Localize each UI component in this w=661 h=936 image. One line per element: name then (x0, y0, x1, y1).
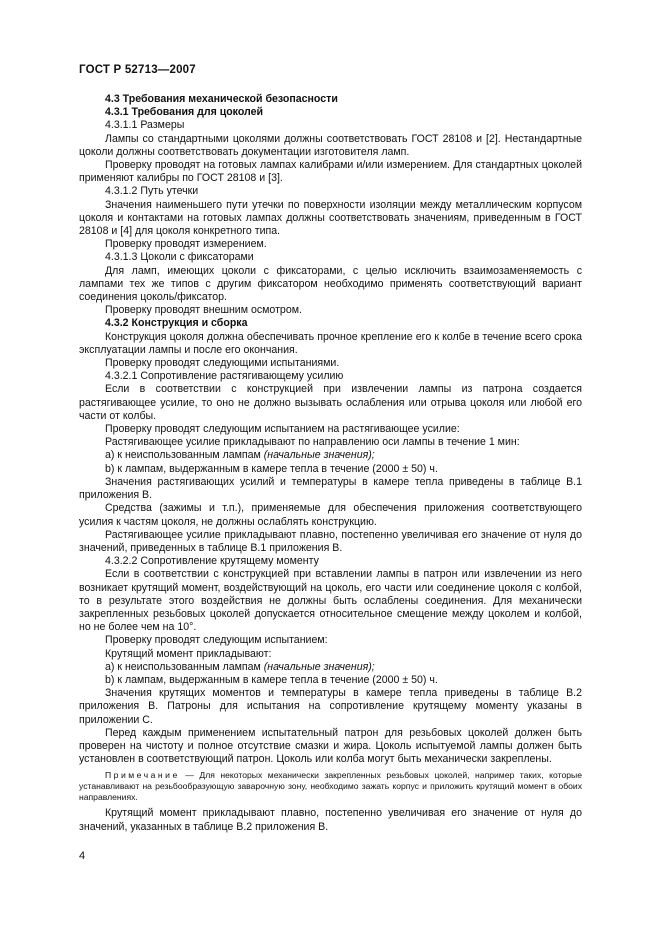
section-heading: 4.3.1.3 Цоколи с фиксаторами (105, 251, 254, 264)
paragraph: Средства (зажимы и т.п.), применяемые для обеспечения приложения соответствующего усилия к частям цоколя, не должны ослаблять конструкцию. (79, 502, 582, 528)
paragraph-italic: (начальные значения); (263, 660, 375, 673)
paragraph: Перед каждым применением испытательный патрон для резьбовых цоколей должен быть проверен на чистоту и полное отсутствие смазки и жира. Цоколь испытуемой лампы должен быть установлен в соответствующий патрон. Цоколь или колба могут быть механически закреплены. (79, 726, 582, 766)
paragraph-text: a) к неиспользованным лампам (105, 449, 264, 462)
note-text: — Для некоторых механически закрепленных резьбовых цоколей, например таких, которые устанавливают на резьбообразующую заварочную зону, необходимо зажать корпус и приложить крутящий момент в обоих направлениях. (79, 770, 582, 803)
paragraph: Значения растягивающих усилий и температуры в камере тепла приведены в таблице В.1 приложения В. (79, 475, 582, 502)
section-heading: 4.3.2 Конструкция и сборка (105, 317, 248, 330)
paragraph: Растягивающее усилие прикладывают плавно, постепенно увеличивая его значение от нуля до значений, приведенных в таблице В.1 приложения В. (79, 528, 582, 554)
paragraph: Если в соответствии с конструкцией при вставлении лампы в патрон или извлечении из него возникает крутящий момент, воздействующий на цоколь, его части или соединение цоколя с колбой, то в результате этого воздействия не должны быть ослаблены соединения. Для механически закрепленных резьбовых цоколей допускается относительное смещение между цоколем и колбой, но не более чем на 10°. (79, 568, 582, 634)
paragraph: Конструкция цоколя должна обеспечивать прочное крепление его к колбе в течение всего срока эксплуатации лампы и после его окончания. (79, 330, 582, 356)
paragraph-text: a) к неиспользованным лампам (105, 660, 264, 673)
document-body (79, 93, 582, 834)
paragraph: Лампы со стандартными цоколями должны соответствовать ГОСТ 28108 и [2]. Нестандартные цоколи должны соответствовать документации изготовителя ламп. (79, 132, 582, 158)
document-header: ГОСТ Р 52713—2007 (79, 64, 196, 76)
paragraph: b) к лампам, выдержанным в камере тепла в течение (2000 ± 50) ч. (105, 462, 438, 475)
paragraph-italic: (начальные значения); (263, 449, 375, 462)
paragraph: Проверку проводят измерением. (105, 238, 267, 251)
paragraph: Проверку проводят следующими испытаниями. (105, 357, 340, 370)
paragraph: Если в соответствии с конструкцией при извлечении лампы из патрона создается растягивающее усилие, то оно не должно вызывать ослабления или отрыва цоколя или любой его части от колбы. (79, 383, 582, 422)
section-heading: 4.3.2.2 Сопротивление крутящему моменту (105, 555, 319, 568)
section-heading: 4.3.1.2 Путь утечки (105, 185, 199, 198)
section-heading: 4.3.2.1 Сопротивление растягивающему усилию (105, 370, 344, 383)
paragraph: Крутящий момент прикладывают плавно, постепенно увеличивая его значение от нуля до значений, указанных в таблице В.2 приложения В. (79, 807, 582, 833)
note (79, 770, 582, 803)
section-heading: 4.3.1 Требования для цоколей (105, 106, 264, 119)
paragraph: Крутящий момент прикладывают: (105, 647, 272, 660)
note-label: Примечание (105, 770, 180, 781)
page-number: 4 (79, 850, 86, 862)
paragraph: Растягивающее усилие прикладывают по направлению оси лампы в течение 1 мин: (105, 436, 520, 449)
paragraph: Значения крутящих моментов и температуры в камере тепла приведены в таблице В.2 приложения В. Патроны для испытания на сопротивление крутящему моменту указаны в приложении С. (79, 687, 582, 726)
paragraph: Значения наименьшего пути утечки по поверхности изоляции между металлическим корпусом цоколя и контактами на готовых лампах должны соответствовать значениям, приведенным в ГОСТ 28108 и [4] для цоколя конкретного типа. (79, 198, 582, 238)
section-heading: 4.3 Требования механической безопасности (105, 93, 338, 105)
paragraph (79, 449, 582, 462)
paragraph (79, 661, 582, 674)
paragraph: Проверку проводят на готовых лампах калибрами и/или измерением. Для стандартных цоколей применяют калибры по ГОСТ 28108 и [3]. (79, 159, 582, 185)
paragraph: Для ламп, имеющих цоколи с фиксаторами, с целью исключить взаимозаменяемость с лампами тех же типов с другим фиксатором необходимо применять соответствующий вариант соединения цоколь/фиксатор. (79, 264, 582, 304)
paragraph: Проверку проводят внешним осмотром. (105, 304, 302, 317)
paragraph: Проверку проводят следующим испытанием: (105, 634, 328, 647)
paragraph: Проверку проводят следующим испытанием на растягивающее усилие: (105, 423, 460, 436)
section-heading: 4.3.1.1 Размеры (105, 119, 185, 132)
paragraph: b) к лампам, выдержанным в камере тепла в течение (2000 ± 50) ч. (105, 673, 438, 686)
